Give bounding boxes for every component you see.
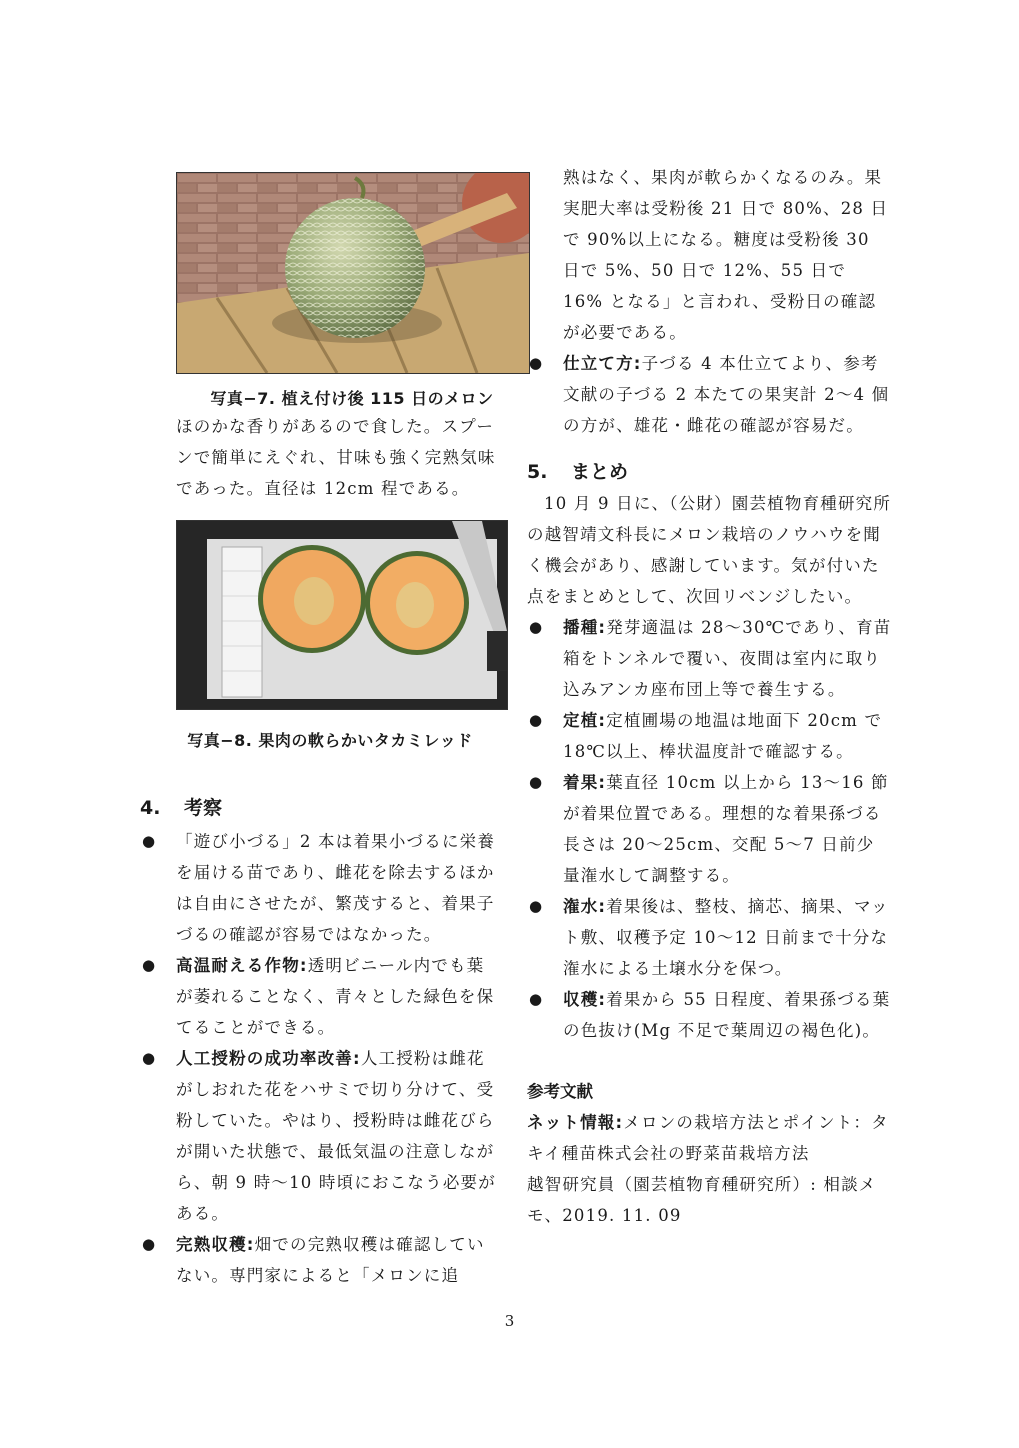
references-net — [527, 1107, 892, 1169]
bullet-icon: ● — [142, 832, 157, 850]
bullet-icon: ● — [529, 773, 544, 791]
list-item — [527, 348, 892, 441]
item-text: 葉直径 10cm 以上から 13〜16 節が着果位置である。理想的な着果孫づる長さは 20〜25cm、交配 5〜7 日前少量潅水して調整する。 — [563, 773, 889, 885]
item-label: 播種: — [563, 618, 607, 637]
photo-8-caption: 写真−8. 果肉の軟らかいタカミレッド — [187, 731, 473, 750]
section-5-intro: 10 月 9 日に、（公財）園芸植物育種研究所の越智靖文科長にメロン栽培のノウハウを聞く機会があり、感謝しています。気が付いた点をまとめとして、次回リベンジしたい。 — [527, 494, 892, 606]
item-text: 畑での完熟収穫は確認していない。専門家によると「メロンに追 — [176, 1235, 485, 1285]
references-net-label: ネット情報: — [527, 1113, 624, 1132]
item-text: 着果から 55 日程度、着果孫づる葉の色抜け(Mg 不足で葉周辺の褐色化)。 — [563, 990, 891, 1040]
item-label: 収穫: — [563, 990, 607, 1009]
item-text: 人工授粉は雌花がしおれた花をハサミで切り分けて、受粉していた。やはり、授粉時は雌花びらが開いた状態で、最低気温の注意しながら、朝 9 時〜10 時頃におこなう必要がある。 — [176, 1049, 496, 1223]
references-title: 参考文献 — [527, 1082, 593, 1101]
photo-8-cut-melon — [176, 520, 508, 710]
item-label: 人工授粉の成功率改善: — [176, 1049, 361, 1068]
bullet-icon: ● — [142, 1049, 157, 1067]
list-item — [527, 891, 892, 984]
section-5-list — [527, 612, 892, 1046]
item-label: 潅水: — [563, 897, 607, 916]
item-text: 「遊び小づる」2 本は着果小づるに栄養を届ける苗であり、雌花を除去するほかは自由にさせたが、繁茂すると、着果子づるの確認が容易ではなかった。 — [176, 832, 496, 944]
bullet-icon: ● — [529, 711, 544, 729]
item-label: 高温耐える作物: — [176, 956, 308, 975]
photo-7-whole-melon — [176, 172, 530, 374]
section-4-heading — [140, 793, 502, 824]
bullet-icon: ● — [142, 1235, 157, 1253]
section-4-title: 考察 — [184, 797, 223, 819]
list-item — [140, 1043, 502, 1229]
item-text: 子づる 4 本仕立てより、参考文献の子づる 2 本たての果実計 2〜4 個の方が、雄花・雌花の確認が容易だ。 — [563, 354, 890, 435]
photo-7-caption: 写真−7. 植え付け後 115 日のメロン — [210, 389, 494, 408]
section-5-title: まとめ — [571, 461, 629, 483]
right-item-list — [527, 348, 892, 441]
melon-on-bench-image — [177, 173, 529, 373]
section-4-number: 4. — [140, 797, 161, 819]
item-text: 発芽適温は 28〜30℃であり、育苗箱をトンネルで覆い、夜間は室内に取り込みアンカ座布団上等で養生する。 — [563, 618, 892, 699]
list-item — [140, 826, 502, 950]
list-item — [527, 984, 892, 1046]
references-net-text: メロンの栽培方法とポイント：タキイ種苗株式会社の野菜苗栽培方法 — [527, 1113, 889, 1163]
bullet-icon: ● — [529, 897, 544, 915]
list-item — [527, 705, 892, 767]
bullet-icon: ● — [529, 990, 544, 1008]
bullet-icon: ● — [142, 956, 157, 974]
item-text: 着果後は、整枝、摘芯、摘果、マット敷、収穫予定 10〜12 日前まで十分な潅水による土壌水分を保つ。 — [563, 897, 889, 978]
section-4-list — [140, 826, 502, 1291]
item-label: 着果: — [563, 773, 607, 792]
photo-7-description: ほのかな香りがあるので食した。スプーンで簡単にえぐれ、甘味も強く完熟気味であった。直径は 12cm 程である。 — [176, 417, 496, 498]
list-item — [140, 950, 502, 1043]
bullet-icon: ● — [529, 354, 544, 372]
continuation-text: 熟はなく、果肉が軟らかくなるのみ。果実肥大率は受粉後 21 日で 80%、28 日で 90%以上になる。糖度は受粉後 30 日で 5%、50 日で 12%、55 日で 16% となる」と言われ、受粉日の確認が必要である。 — [563, 168, 889, 342]
item-label: 定植: — [563, 711, 607, 730]
list-item — [140, 1229, 502, 1291]
right-column — [527, 158, 892, 1231]
left-column — [140, 172, 502, 1291]
bullet-icon: ● — [529, 618, 544, 636]
cut-melon-image — [177, 521, 507, 709]
item-text: 定植圃場の地温は地面下 20cm で 18℃以上、棒状温度計で確認する。 — [563, 711, 883, 761]
item-label: 完熟収穫: — [176, 1235, 255, 1254]
page-number: 3 — [504, 1312, 515, 1330]
list-item — [527, 767, 892, 891]
list-item — [527, 612, 892, 705]
section-5-number: 5. — [527, 461, 548, 483]
section-5-heading — [527, 457, 892, 488]
item-label: 仕立て方: — [563, 354, 642, 373]
references-consult: 越智研究員（園芸植物育種研究所）: 相談メモ、2019. 11. 09 — [527, 1175, 877, 1225]
item-text: 透明ビニール内でも葉が萎れることなく、青々とした緑色を保てることができる。 — [176, 956, 495, 1037]
